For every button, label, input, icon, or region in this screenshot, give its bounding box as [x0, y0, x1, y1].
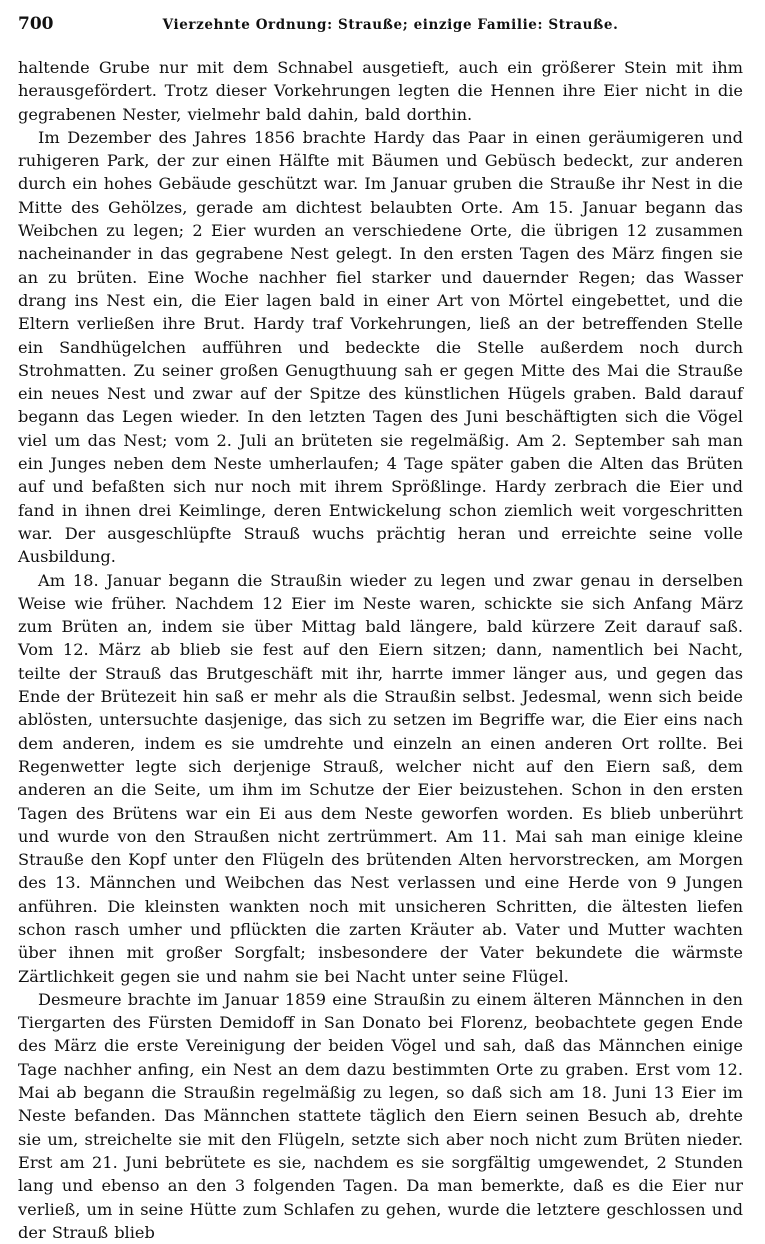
paragraph-january-18: Am 18. Januar begann die Straußin wieder zu legen und zwar genau in derselben Weise wie früher. Nachdem 12 Eier im Neste waren, schickte sie sich Anfang März zum Brüten an, indem sie über Mittag bald längere, bald kürzere Zeit darauf saß. Vom 12. März ab blieb sie fest auf den Eiern sitzen; dann, namentlich bei Nacht, teilte der Strauß das Brutgeschäft mit ihr, harrte immer länger aus, und gegen das Ende der Brütezeit hin saß er mehr als die Straußin selbst. Jedesmal, wenn sich beide ablösten, untersuchte dasjenige, das sich zu setzen im Begriffe war, die Eier eins nach dem anderen, indem es sie umdrehte und einzeln an einen anderen Ort rollte. Bei Regenwetter legte sich derjenige Strauß, welcher nicht auf den Eiern saß, dem anderen an die Seite, um ihm im Schutze der Eier beizustehen. Schon in den ersten Tagen des Brütens war ein Ei aus dem Neste geworfen worden. Es blieb unberührt und wurde von den Straußen nicht zertrümmert. Am 11. Mai sah man einige kleine Strauße den Kopf unter den Flügeln des brütenden Alten hervorstrecken, am Morgen des 13. Männchen und Weibchen das Nest verlassen und eine Herde von 9 Jungen anführen. Die kleinsten wankten noch mit unsicheren Schritten, die ältesten liefen schon rasch umher und pflückten die zarten Kräuter ab. Vater und Mutter wachten über ihnen mit großer Sorgfalt; insbesondere der Vater bekundete die wärmste Zärtlichkeit gegen sie und nahm sie bei Nacht unter seine Flügel.	[18, 570, 743, 986]
page-number: 700	[18, 14, 54, 34]
book-page	[18, 14, 743, 1244]
paragraph-desmeure-1859: Desmeure brachte im Januar 1859 eine Straußin zu einem älteren Männchen in den Tiergarten des Fürsten Demidoff in San Donato bei Florenz, beobachtete gegen Ende des März die erste Vereinigung der beiden Vögel und sah, daß das Männchen einige Tage nachher anfing, ein Nest an dem dazu bestimmten Orte zu graben. Erst vom 12. Mai ab begann die Straußin regelmäßig zu legen, so daß sich am 18. Juni 13 Eier im Neste befanden. Das Männchen stattete täglich den Eiern seinen Besuch ab, drehte sie um, streichelte sie mit den Flügeln, setzte sich aber noch nicht zum Brüten nieder. Erst am 21. Juni bebrütete es sie, nachdem es sie sorgfältig umgewendet, 2 Stunden lang und ebenso an den 3 folgenden Tagen. Da man bemerkte, daß es die Eier nur verließ, um in seine Hütte zum Schlafen zu gehen, wurde die letztere geschlossen und der Strauß blieb	[18, 989, 743, 1242]
page-header	[18, 14, 743, 48]
body-text	[18, 56, 743, 1244]
running-head: Vierzehnte Ordnung: Strauße; einzige Familie: Strauße.	[162, 17, 619, 33]
paragraph-continued: haltende Grube nur mit dem Schnabel ausgetieft, auch ein größerer Stein mit ihm herausgefördert. Trotz dieser Vorkehrungen legten die Hennen ihre Eier nicht in die gegrabenen Nester, vielmehr bald dahin, bald dorthin.	[18, 58, 743, 124]
paragraph-hardy-1856: Im Dezember des Jahres 1856 brachte Hardy das Paar in einen geräumigeren und ruhigeren Park, der zur einen Hälfte mit Bäumen und Gebüsch bedeckt, zur anderen durch ein hohes Gebäude geschützt war. Im Januar gruben die Strauße ihr Nest in die Mitte des Gehölzes, gerade am dichtest belaubten Orte. Am 15. Januar begann das Weibchen zu legen; 2 Eier wurden an verschiedene Orte, die übrigen 12 zusammen nacheinander in das gegrabene Nest gelegt. In den ersten Tagen des März fingen sie an zu brüten. Eine Woche nachher fiel starker und dauernder Regen; das Wasser drang ins Nest ein, die Eier lagen bald in einer Art von Mörtel eingebettet, und die Eltern verließen ihre Brut. Hardy traf Vorkehrungen, ließ an der betreffenden Stelle ein Sandhügelchen aufführen und bedeckte die Stelle außerdem noch durch Strohmatten. Zu seiner großen Genugthuung sah er gegen Mitte des Mai die Strauße ein neues Nest und zwar auf der Spitze des künstlichen Hügels graben. Bald darauf begann das Legen wieder. In den letzten Tagen des Juni beschäftigten sich die Vögel viel um das Nest; vom 2. Juli an brüteten sie regelmäßig. Am 2. September sah man ein Junges neben dem Neste umherlaufen; 4 Tage später gaben die Alten das Brüten auf und befaßten sich nur noch mit ihrem Sprößlinge. Hardy zerbrach die Eier und fand in ihnen drei Keimlinge, deren Entwickelung schon ziemlich weit vorgeschritten war. Der ausgeschlüpfte Strauß wuchs prächtig heran und erreichte seine volle Ausbildung.	[18, 127, 743, 567]
